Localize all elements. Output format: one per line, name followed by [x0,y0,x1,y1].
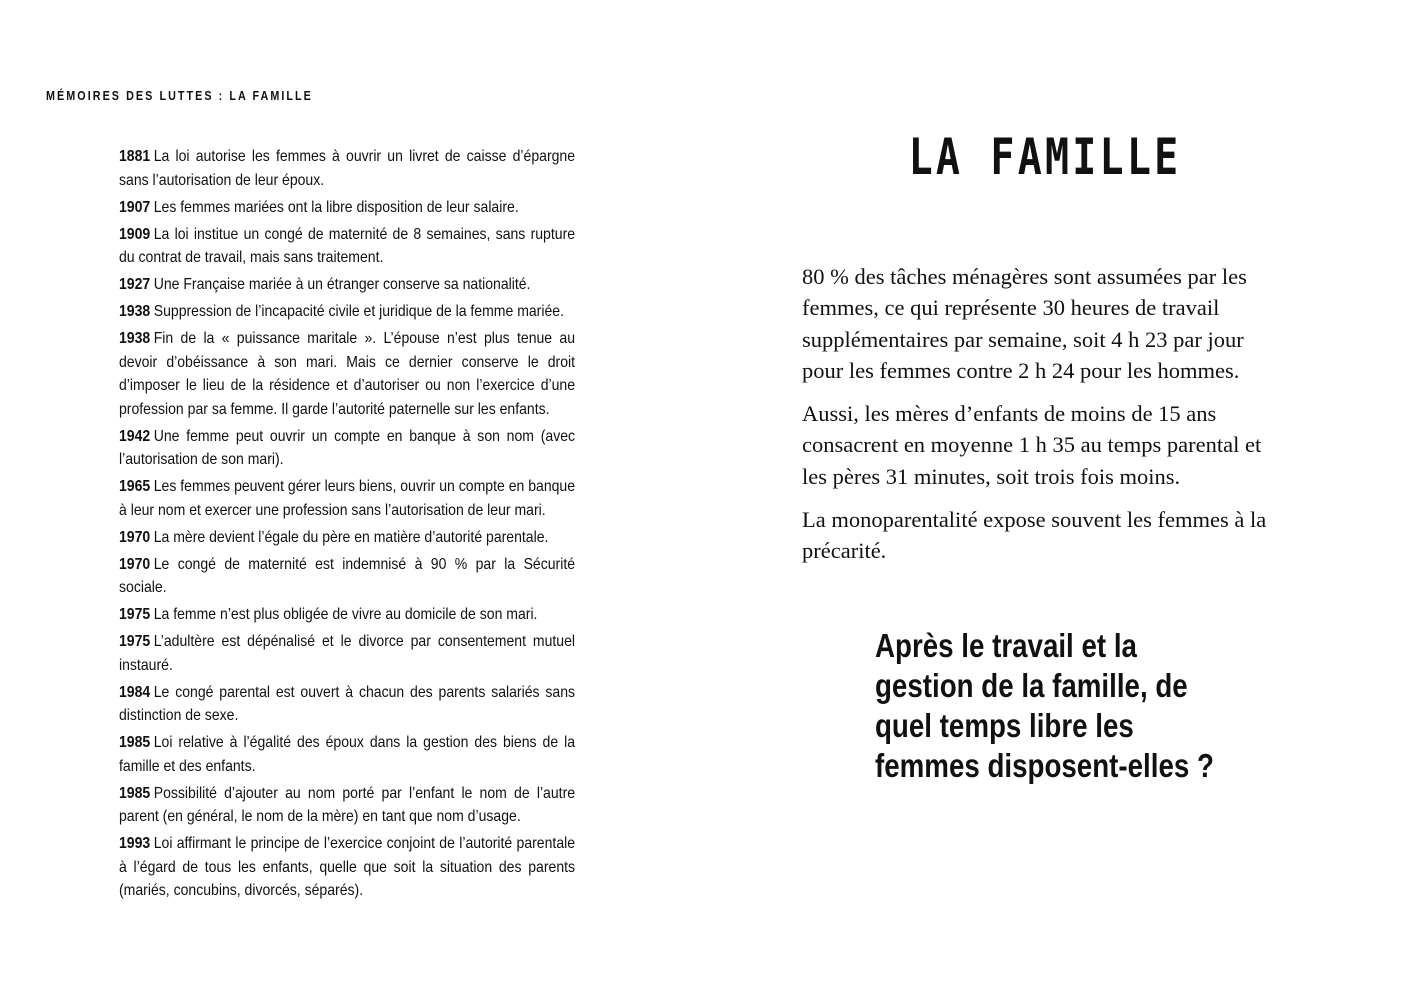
timeline-text: L’adultère est dépénalisé et le divorce par consentement mutuel instauré. [119,633,576,674]
timeline-year: 1938 [119,303,151,320]
timeline-year: 1993 [119,835,151,852]
timeline-text: Les femmes mariées ont la libre disposition de leur salaire. [153,198,519,216]
body-paragraph: 80 % des tâches ménagères sont assumées par les femmes, ce qui représente 30 heures de travail supplémentaires par semaine, soit 4 h 23 par jour pour les femmes contre 2 h 24 pour les hommes. [802,264,1247,383]
timeline-entry [119,553,575,600]
timeline-entry [119,526,575,550]
timeline-entry [119,603,575,627]
timeline-list [119,145,575,906]
timeline-text: Fin de la « puissance maritale ». L’épouse n’est plus tenue au devoir d’obéissance à son mari. Mais ce dernier conserve le droit d’imposer le lieu de la résidence et d’autoriser ou non l’exercice d’une profession par sa femme. Il garde l’autorité paternelle sur les enfants. [119,330,576,418]
timeline-year: 1970 [119,555,151,573]
chapter-body [802,261,1272,579]
timeline-entry [119,681,575,728]
timeline-text: La femme n’est plus obligée de vivre au domicile de son mari. [153,606,538,623]
timeline-entry [119,223,575,270]
timeline-entry [119,832,575,903]
timeline-year: 1927 [119,276,151,293]
timeline-entry [119,782,575,829]
timeline-text: Possibilité d’ajouter au nom porté par l’enfant le nom de l’autre parent (en général, le nom de la mère) en tant que nom d’usage. [119,784,576,825]
timeline-text: La loi autorise les femmes à ouvrir un livret de caisse d’épargne sans l’autorisation de leur époux. [119,148,576,189]
timeline-entry [119,327,575,421]
timeline-entry [119,145,575,192]
timeline-text: La loi institue un congé de maternité de 8 semaines, sans rupture du contrat de travail, mais sans traitement. [119,225,576,266]
timeline-year: 1985 [119,784,151,802]
timeline-text: Le congé parental est ouvert à chacun des parents salariés sans distinction de sexe. [119,683,576,724]
timeline-text: Loi affirmant le principe de l’exercice conjoint de l’autorité parentale à l’égard de tous les enfants, quelle que soit la situation des parents (mariés, concubins, divorcés, séparés). [119,835,576,899]
timeline-entry [119,630,575,677]
timeline-year: 1907 [119,198,151,216]
timeline-year: 1975 [119,606,151,623]
timeline-year: 1965 [119,478,151,495]
timeline-entry [119,300,575,324]
timeline-year: 1984 [119,683,151,701]
body-paragraph: Aussi, les mères d’enfants de moins de 15 ans consacrent en moyenne 1 h 35 au temps parental et les pères 31 minutes, soit trois fois moins. [802,401,1262,489]
timeline-text: Une femme peut ouvrir un compte en banque à son nom (avec l’autorisation de son mari). [119,427,576,468]
timeline-text: La mère devient l’égale du père en matière d’autorité parentale. [153,528,549,546]
timeline-text: Le congé de maternité est indemnisé à 90 % par la Sécurité sociale. [119,555,576,596]
timeline-year: 1909 [119,225,151,243]
timeline-entry [119,425,575,472]
timeline-year: 1975 [119,633,151,650]
timeline-year: 1970 [119,528,151,546]
timeline-entry [119,273,575,297]
timeline-entry [119,196,575,220]
timeline-year: 1985 [119,734,151,751]
body-paragraph: La monoparentalité expose souvent les femmes à la précarité. [802,507,1267,564]
timeline-year: 1938 [119,330,151,347]
timeline-text: Les femmes peuvent gérer leurs biens, ouvrir un compte en banque à leur nom et exercer une profession sans l’autorisation de leur mari. [119,478,576,519]
timeline-text: Une Française mariée à un étranger conserve sa nationalité. [153,276,531,293]
timeline-year: 1881 [119,148,151,165]
chapter-title: LA FAMILLE [908,128,1182,186]
running-head: MÉMOIRES DES LUTTES : LA FAMILLE [46,89,313,103]
timeline-text: Suppression de l’incapacité civile et juridique de la femme mariée. [153,303,564,320]
timeline-text: Loi relative à l’égalité des époux dans la gestion des biens de la famille et des enfants. [119,734,576,775]
timeline-entry [119,475,575,522]
timeline-entry [119,731,575,778]
timeline-year: 1942 [119,427,151,445]
pull-question: Après le travail et la gestion de la famille, de quel temps libre les femmes disposent-elles ? [875,627,1214,784]
